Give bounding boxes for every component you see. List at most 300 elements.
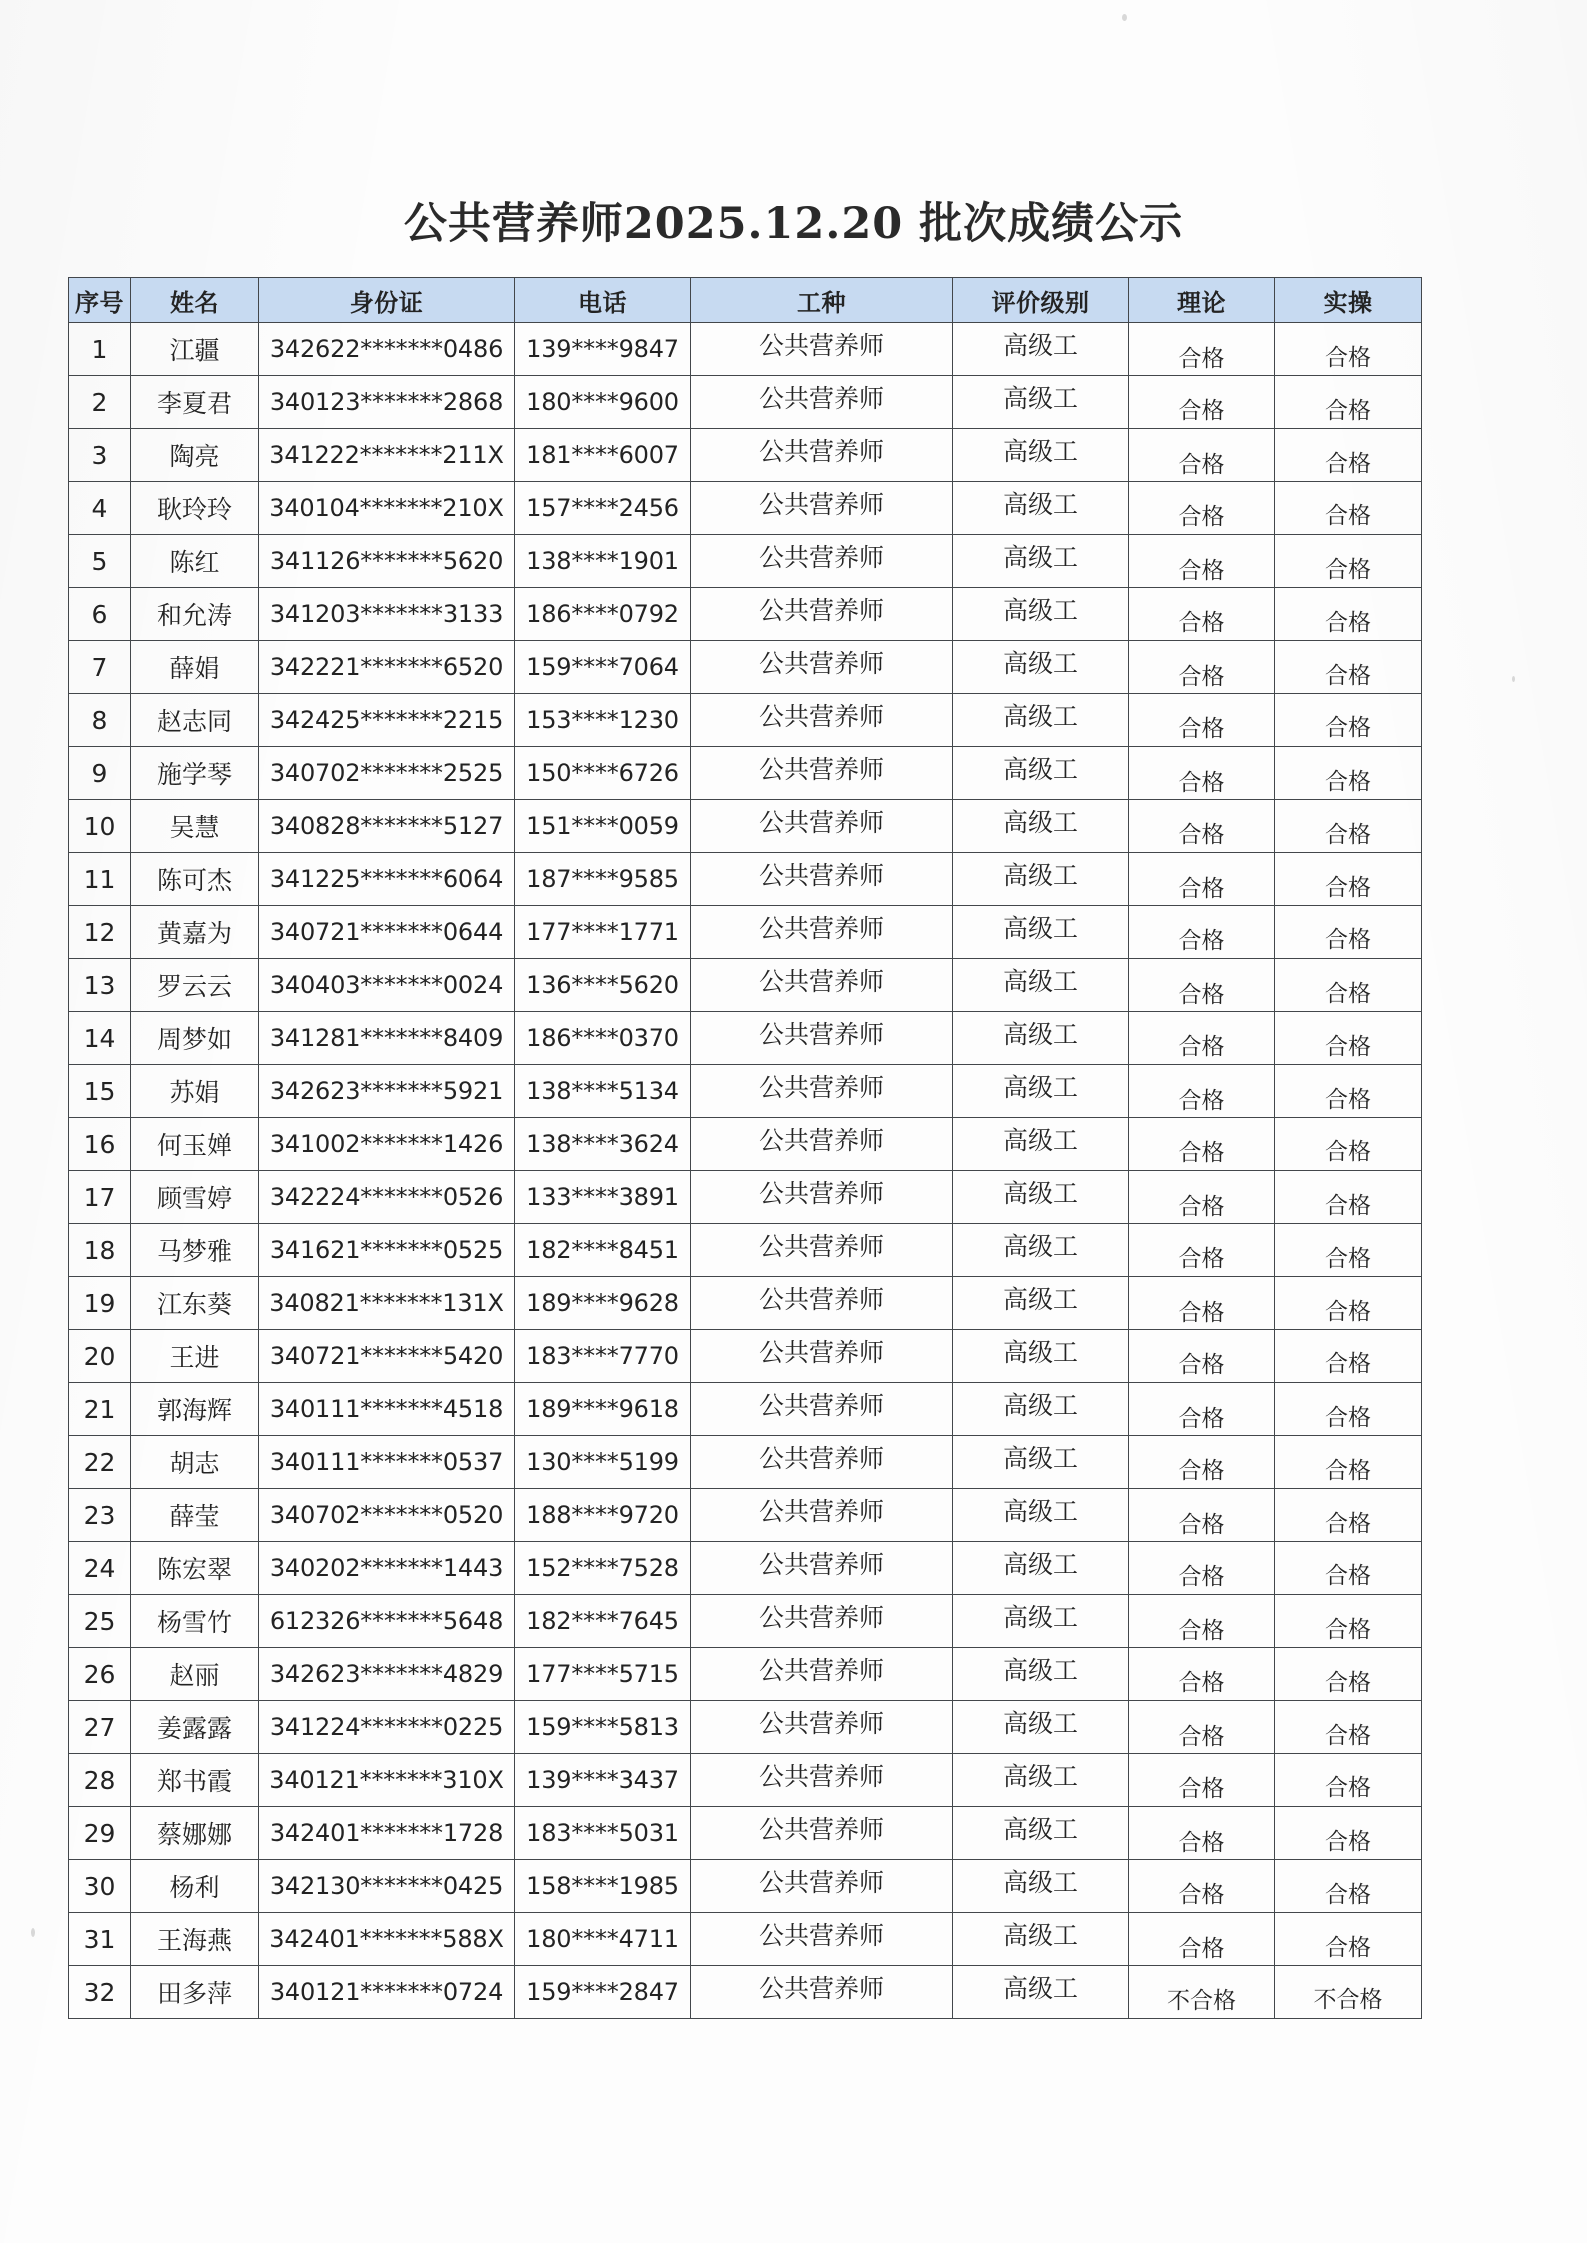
cell-seq: 14 <box>69 1012 131 1065</box>
cell-id: 340123*******2868 <box>259 376 515 429</box>
cell-name: 郭海辉 <box>131 1383 259 1436</box>
cell-name: 周梦如 <box>131 1012 259 1065</box>
cell-theory: 合格 <box>1129 1383 1275 1436</box>
table-row <box>69 1436 1422 1489</box>
cell-seq: 13 <box>69 959 131 1012</box>
cell-seq: 8 <box>69 694 131 747</box>
cell-theory: 不合格 <box>1129 1966 1275 2019</box>
cell-theory: 合格 <box>1129 747 1275 800</box>
cell-name: 陈可杰 <box>131 853 259 906</box>
cell-theory: 合格 <box>1129 1542 1275 1595</box>
cell-theory: 合格 <box>1129 694 1275 747</box>
table-row <box>69 482 1422 535</box>
cell-id: 612326*******5648 <box>259 1595 515 1648</box>
cell-practical: 合格 <box>1275 1012 1422 1065</box>
table-row <box>69 429 1422 482</box>
cell-practical: 合格 <box>1275 588 1422 641</box>
cell-level: 高级工 <box>953 959 1129 1012</box>
cell-theory: 合格 <box>1129 376 1275 429</box>
cell-theory: 合格 <box>1129 1224 1275 1277</box>
cell-level: 高级工 <box>953 1277 1129 1330</box>
cell-id: 340702*******0520 <box>259 1489 515 1542</box>
cell-seq: 31 <box>69 1913 131 1966</box>
cell-name: 陈红 <box>131 535 259 588</box>
column-header-name: 姓名 <box>131 278 259 323</box>
cell-level: 高级工 <box>953 1701 1129 1754</box>
cell-seq: 28 <box>69 1754 131 1807</box>
cell-name: 和允涛 <box>131 588 259 641</box>
cell-seq: 9 <box>69 747 131 800</box>
cell-name: 田多萍 <box>131 1966 259 2019</box>
cell-name: 顾雪婷 <box>131 1171 259 1224</box>
cell-theory: 合格 <box>1129 853 1275 906</box>
table-body <box>69 323 1422 2019</box>
cell-id: 340202*******1443 <box>259 1542 515 1595</box>
cell-name: 薛娟 <box>131 641 259 694</box>
cell-job: 公共营养师 <box>691 1171 953 1224</box>
cell-practical: 合格 <box>1275 800 1422 853</box>
cell-practical: 合格 <box>1275 1595 1422 1648</box>
cell-level: 高级工 <box>953 1807 1129 1860</box>
table-row <box>69 1807 1422 1860</box>
cell-name: 杨雪竹 <box>131 1595 259 1648</box>
cell-job: 公共营养师 <box>691 429 953 482</box>
cell-seq: 15 <box>69 1065 131 1118</box>
cell-theory: 合格 <box>1129 1754 1275 1807</box>
results-table-container <box>68 277 1421 2019</box>
table-row <box>69 1489 1422 1542</box>
cell-practical: 合格 <box>1275 1277 1422 1330</box>
cell-id: 340702*******2525 <box>259 747 515 800</box>
cell-phone: 183****7770 <box>515 1330 691 1383</box>
cell-name: 江东葵 <box>131 1277 259 1330</box>
cell-practical: 合格 <box>1275 1542 1422 1595</box>
cell-level: 高级工 <box>953 1383 1129 1436</box>
cell-level: 高级工 <box>953 694 1129 747</box>
cell-job: 公共营养师 <box>691 376 953 429</box>
cell-practical: 合格 <box>1275 482 1422 535</box>
cell-id: 340111*******0537 <box>259 1436 515 1489</box>
cell-phone: 186****0370 <box>515 1012 691 1065</box>
table-row <box>69 1913 1422 1966</box>
table-row <box>69 1595 1422 1648</box>
column-header-level: 评价级别 <box>953 278 1129 323</box>
table-row <box>69 1860 1422 1913</box>
cell-id: 342401*******588X <box>259 1913 515 1966</box>
cell-id: 340121*******0724 <box>259 1966 515 2019</box>
cell-job: 公共营养师 <box>691 1807 953 1860</box>
cell-practical: 合格 <box>1275 376 1422 429</box>
table-row <box>69 1701 1422 1754</box>
column-header-phone: 电话 <box>515 278 691 323</box>
cell-id: 342425*******2215 <box>259 694 515 747</box>
cell-phone: 182****8451 <box>515 1224 691 1277</box>
cell-phone: 182****7645 <box>515 1595 691 1648</box>
cell-phone: 151****0059 <box>515 800 691 853</box>
cell-job: 公共营养师 <box>691 535 953 588</box>
table-header-row <box>69 278 1422 323</box>
cell-job: 公共营养师 <box>691 1966 953 2019</box>
cell-phone: 136****5620 <box>515 959 691 1012</box>
cell-id: 340721*******0644 <box>259 906 515 959</box>
cell-theory: 合格 <box>1129 1118 1275 1171</box>
cell-theory: 合格 <box>1129 1065 1275 1118</box>
cell-practical: 合格 <box>1275 1436 1422 1489</box>
cell-job: 公共营养师 <box>691 1489 953 1542</box>
cell-seq: 5 <box>69 535 131 588</box>
cell-seq: 29 <box>69 1807 131 1860</box>
cell-theory: 合格 <box>1129 641 1275 694</box>
cell-id: 342221*******6520 <box>259 641 515 694</box>
cell-job: 公共营养师 <box>691 1542 953 1595</box>
cell-seq: 21 <box>69 1383 131 1436</box>
cell-id: 340104*******210X <box>259 482 515 535</box>
cell-practical: 合格 <box>1275 1860 1422 1913</box>
scan-artifact <box>31 1928 35 1937</box>
cell-phone: 150****6726 <box>515 747 691 800</box>
cell-name: 胡志 <box>131 1436 259 1489</box>
cell-job: 公共营养师 <box>691 482 953 535</box>
cell-name: 蔡娜娜 <box>131 1807 259 1860</box>
table-row <box>69 1012 1422 1065</box>
cell-phone: 183****5031 <box>515 1807 691 1860</box>
cell-level: 高级工 <box>953 1065 1129 1118</box>
cell-level: 高级工 <box>953 482 1129 535</box>
cell-job: 公共营养师 <box>691 800 953 853</box>
cell-practical: 合格 <box>1275 1913 1422 1966</box>
cell-job: 公共营养师 <box>691 1913 953 1966</box>
cell-phone: 138****3624 <box>515 1118 691 1171</box>
cell-id: 341002*******1426 <box>259 1118 515 1171</box>
cell-practical: 合格 <box>1275 694 1422 747</box>
cell-theory: 合格 <box>1129 1701 1275 1754</box>
cell-phone: 177****5715 <box>515 1648 691 1701</box>
column-header-seq: 序号 <box>69 278 131 323</box>
table-row <box>69 1171 1422 1224</box>
cell-practical: 合格 <box>1275 429 1422 482</box>
cell-name: 江疆 <box>131 323 259 376</box>
cell-level: 高级工 <box>953 535 1129 588</box>
cell-phone: 139****9847 <box>515 323 691 376</box>
cell-name: 郑书霞 <box>131 1754 259 1807</box>
cell-theory: 合格 <box>1129 429 1275 482</box>
cell-level: 高级工 <box>953 1754 1129 1807</box>
cell-level: 高级工 <box>953 906 1129 959</box>
cell-seq: 22 <box>69 1436 131 1489</box>
cell-job: 公共营养师 <box>691 906 953 959</box>
cell-job: 公共营养师 <box>691 1754 953 1807</box>
cell-phone: 152****7528 <box>515 1542 691 1595</box>
cell-level: 高级工 <box>953 1648 1129 1701</box>
table-row <box>69 588 1422 641</box>
table-row <box>69 1330 1422 1383</box>
cell-theory: 合格 <box>1129 1913 1275 1966</box>
cell-job: 公共营养师 <box>691 1224 953 1277</box>
cell-phone: 130****5199 <box>515 1436 691 1489</box>
cell-job: 公共营养师 <box>691 641 953 694</box>
cell-name: 李夏君 <box>131 376 259 429</box>
table-row <box>69 959 1422 1012</box>
cell-practical: 合格 <box>1275 323 1422 376</box>
cell-name: 陈宏翠 <box>131 1542 259 1595</box>
cell-practical: 合格 <box>1275 747 1422 800</box>
cell-seq: 17 <box>69 1171 131 1224</box>
cell-name: 罗云云 <box>131 959 259 1012</box>
table-row <box>69 641 1422 694</box>
column-header-id: 身份证 <box>259 278 515 323</box>
table-row <box>69 800 1422 853</box>
cell-id: 341222*******211X <box>259 429 515 482</box>
cell-level: 高级工 <box>953 1012 1129 1065</box>
cell-name: 姜露露 <box>131 1701 259 1754</box>
cell-name: 黄嘉为 <box>131 906 259 959</box>
cell-theory: 合格 <box>1129 588 1275 641</box>
cell-level: 高级工 <box>953 1330 1129 1383</box>
cell-practical: 合格 <box>1275 853 1422 906</box>
cell-theory: 合格 <box>1129 906 1275 959</box>
table-row <box>69 853 1422 906</box>
cell-phone: 159****2847 <box>515 1966 691 2019</box>
cell-theory: 合格 <box>1129 800 1275 853</box>
cell-practical: 不合格 <box>1275 1966 1422 2019</box>
cell-job: 公共营养师 <box>691 747 953 800</box>
cell-level: 高级工 <box>953 1118 1129 1171</box>
cell-phone: 180****4711 <box>515 1913 691 1966</box>
cell-id: 342622*******0486 <box>259 323 515 376</box>
table-row <box>69 1383 1422 1436</box>
cell-phone: 180****9600 <box>515 376 691 429</box>
table-row <box>69 1542 1422 1595</box>
cell-level: 高级工 <box>953 1966 1129 2019</box>
cell-practical: 合格 <box>1275 535 1422 588</box>
table-row <box>69 1065 1422 1118</box>
cell-phone: 158****1985 <box>515 1860 691 1913</box>
cell-id: 340121*******310X <box>259 1754 515 1807</box>
cell-seq: 1 <box>69 323 131 376</box>
cell-job: 公共营养师 <box>691 1701 953 1754</box>
cell-name: 陶亮 <box>131 429 259 482</box>
cell-practical: 合格 <box>1275 1330 1422 1383</box>
cell-id: 342623*******4829 <box>259 1648 515 1701</box>
cell-practical: 合格 <box>1275 959 1422 1012</box>
table-header <box>69 278 1422 323</box>
cell-phone: 189****9628 <box>515 1277 691 1330</box>
results-table <box>68 277 1422 2019</box>
cell-level: 高级工 <box>953 1595 1129 1648</box>
table-row <box>69 1966 1422 2019</box>
cell-seq: 19 <box>69 1277 131 1330</box>
cell-phone: 189****9618 <box>515 1383 691 1436</box>
cell-seq: 27 <box>69 1701 131 1754</box>
page-title: 公共营养师2025.12.20 批次成绩公示 <box>403 199 1184 249</box>
cell-job: 公共营养师 <box>691 1860 953 1913</box>
scan-artifact <box>1512 676 1515 682</box>
cell-id: 340721*******5420 <box>259 1330 515 1383</box>
cell-seq: 11 <box>69 853 131 906</box>
cell-id: 341281*******8409 <box>259 1012 515 1065</box>
cell-level: 高级工 <box>953 1542 1129 1595</box>
cell-seq: 23 <box>69 1489 131 1542</box>
cell-name: 耿玲玲 <box>131 482 259 535</box>
cell-level: 高级工 <box>953 1913 1129 1966</box>
column-header-practical: 实操 <box>1275 278 1422 323</box>
cell-id: 342224*******0526 <box>259 1171 515 1224</box>
table-row <box>69 1118 1422 1171</box>
cell-level: 高级工 <box>953 1171 1129 1224</box>
cell-job: 公共营养师 <box>691 323 953 376</box>
cell-theory: 合格 <box>1129 535 1275 588</box>
table-row <box>69 906 1422 959</box>
cell-phone: 177****1771 <box>515 906 691 959</box>
cell-id: 340403*******0024 <box>259 959 515 1012</box>
cell-id: 341126*******5620 <box>259 535 515 588</box>
cell-practical: 合格 <box>1275 1118 1422 1171</box>
cell-practical: 合格 <box>1275 1383 1422 1436</box>
table-row <box>69 323 1422 376</box>
cell-level: 高级工 <box>953 323 1129 376</box>
cell-id: 341225*******6064 <box>259 853 515 906</box>
cell-level: 高级工 <box>953 588 1129 641</box>
cell-phone: 159****5813 <box>515 1701 691 1754</box>
cell-theory: 合格 <box>1129 1277 1275 1330</box>
cell-phone: 153****1230 <box>515 694 691 747</box>
cell-phone: 139****3437 <box>515 1754 691 1807</box>
cell-name: 王进 <box>131 1330 259 1383</box>
cell-phone: 159****7064 <box>515 641 691 694</box>
cell-theory: 合格 <box>1129 482 1275 535</box>
cell-job: 公共营养师 <box>691 1277 953 1330</box>
cell-seq: 16 <box>69 1118 131 1171</box>
cell-theory: 合格 <box>1129 1489 1275 1542</box>
cell-phone: 157****2456 <box>515 482 691 535</box>
cell-theory: 合格 <box>1129 1330 1275 1383</box>
cell-seq: 25 <box>69 1595 131 1648</box>
cell-practical: 合格 <box>1275 1648 1422 1701</box>
cell-seq: 4 <box>69 482 131 535</box>
cell-theory: 合格 <box>1129 1860 1275 1913</box>
cell-id: 340111*******4518 <box>259 1383 515 1436</box>
cell-job: 公共营养师 <box>691 959 953 1012</box>
cell-level: 高级工 <box>953 1436 1129 1489</box>
cell-level: 高级工 <box>953 1224 1129 1277</box>
cell-seq: 26 <box>69 1648 131 1701</box>
cell-theory: 合格 <box>1129 1595 1275 1648</box>
cell-practical: 合格 <box>1275 641 1422 694</box>
cell-id: 342623*******5921 <box>259 1065 515 1118</box>
cell-job: 公共营养师 <box>691 1595 953 1648</box>
cell-name: 赵志同 <box>131 694 259 747</box>
cell-seq: 32 <box>69 1966 131 2019</box>
cell-job: 公共营养师 <box>691 588 953 641</box>
cell-practical: 合格 <box>1275 906 1422 959</box>
cell-seq: 2 <box>69 376 131 429</box>
cell-phone: 133****3891 <box>515 1171 691 1224</box>
cell-level: 高级工 <box>953 429 1129 482</box>
table-row <box>69 535 1422 588</box>
cell-name: 薛莹 <box>131 1489 259 1542</box>
cell-practical: 合格 <box>1275 1754 1422 1807</box>
cell-theory: 合格 <box>1129 1436 1275 1489</box>
cell-theory: 合格 <box>1129 1171 1275 1224</box>
cell-level: 高级工 <box>953 853 1129 906</box>
cell-level: 高级工 <box>953 1489 1129 1542</box>
cell-theory: 合格 <box>1129 959 1275 1012</box>
cell-job: 公共营养师 <box>691 1065 953 1118</box>
cell-seq: 20 <box>69 1330 131 1383</box>
cell-seq: 7 <box>69 641 131 694</box>
cell-level: 高级工 <box>953 800 1129 853</box>
table-row <box>69 1648 1422 1701</box>
table-row <box>69 747 1422 800</box>
cell-name: 杨利 <box>131 1860 259 1913</box>
column-header-job: 工种 <box>691 278 953 323</box>
cell-id: 340821*******131X <box>259 1277 515 1330</box>
cell-level: 高级工 <box>953 376 1129 429</box>
cell-phone: 138****5134 <box>515 1065 691 1118</box>
table-row <box>69 1277 1422 1330</box>
cell-name: 马梦雅 <box>131 1224 259 1277</box>
cell-job: 公共营养师 <box>691 694 953 747</box>
cell-id: 342130*******0425 <box>259 1860 515 1913</box>
cell-seq: 6 <box>69 588 131 641</box>
cell-practical: 合格 <box>1275 1065 1422 1118</box>
cell-job: 公共营养师 <box>691 853 953 906</box>
cell-id: 342401*******1728 <box>259 1807 515 1860</box>
cell-job: 公共营养师 <box>691 1012 953 1065</box>
cell-theory: 合格 <box>1129 1012 1275 1065</box>
cell-id: 340828*******5127 <box>259 800 515 853</box>
cell-id: 341224*******0225 <box>259 1701 515 1754</box>
cell-practical: 合格 <box>1275 1807 1422 1860</box>
cell-phone: 138****1901 <box>515 535 691 588</box>
table-row <box>69 1224 1422 1277</box>
cell-seq: 18 <box>69 1224 131 1277</box>
cell-seq: 3 <box>69 429 131 482</box>
cell-id: 341621*******0525 <box>259 1224 515 1277</box>
cell-seq: 10 <box>69 800 131 853</box>
cell-phone: 187****9585 <box>515 853 691 906</box>
cell-name: 何玉婵 <box>131 1118 259 1171</box>
cell-job: 公共营养师 <box>691 1436 953 1489</box>
table-row <box>69 1754 1422 1807</box>
table-row <box>69 694 1422 747</box>
cell-level: 高级工 <box>953 1860 1129 1913</box>
cell-phone: 186****0792 <box>515 588 691 641</box>
cell-level: 高级工 <box>953 747 1129 800</box>
cell-seq: 24 <box>69 1542 131 1595</box>
cell-seq: 12 <box>69 906 131 959</box>
table-row <box>69 376 1422 429</box>
cell-phone: 188****9720 <box>515 1489 691 1542</box>
cell-practical: 合格 <box>1275 1701 1422 1754</box>
cell-seq: 30 <box>69 1860 131 1913</box>
cell-name: 施学琴 <box>131 747 259 800</box>
cell-job: 公共营养师 <box>691 1118 953 1171</box>
column-header-theory: 理论 <box>1129 278 1275 323</box>
cell-practical: 合格 <box>1275 1489 1422 1542</box>
cell-theory: 合格 <box>1129 323 1275 376</box>
scan-artifact <box>1122 14 1127 21</box>
cell-id: 341203*******3133 <box>259 588 515 641</box>
cell-job: 公共营养师 <box>691 1330 953 1383</box>
cell-practical: 合格 <box>1275 1224 1422 1277</box>
cell-practical: 合格 <box>1275 1171 1422 1224</box>
cell-theory: 合格 <box>1129 1648 1275 1701</box>
cell-phone: 181****6007 <box>515 429 691 482</box>
cell-job: 公共营养师 <box>691 1383 953 1436</box>
cell-job: 公共营养师 <box>691 1648 953 1701</box>
cell-name: 王海燕 <box>131 1913 259 1966</box>
